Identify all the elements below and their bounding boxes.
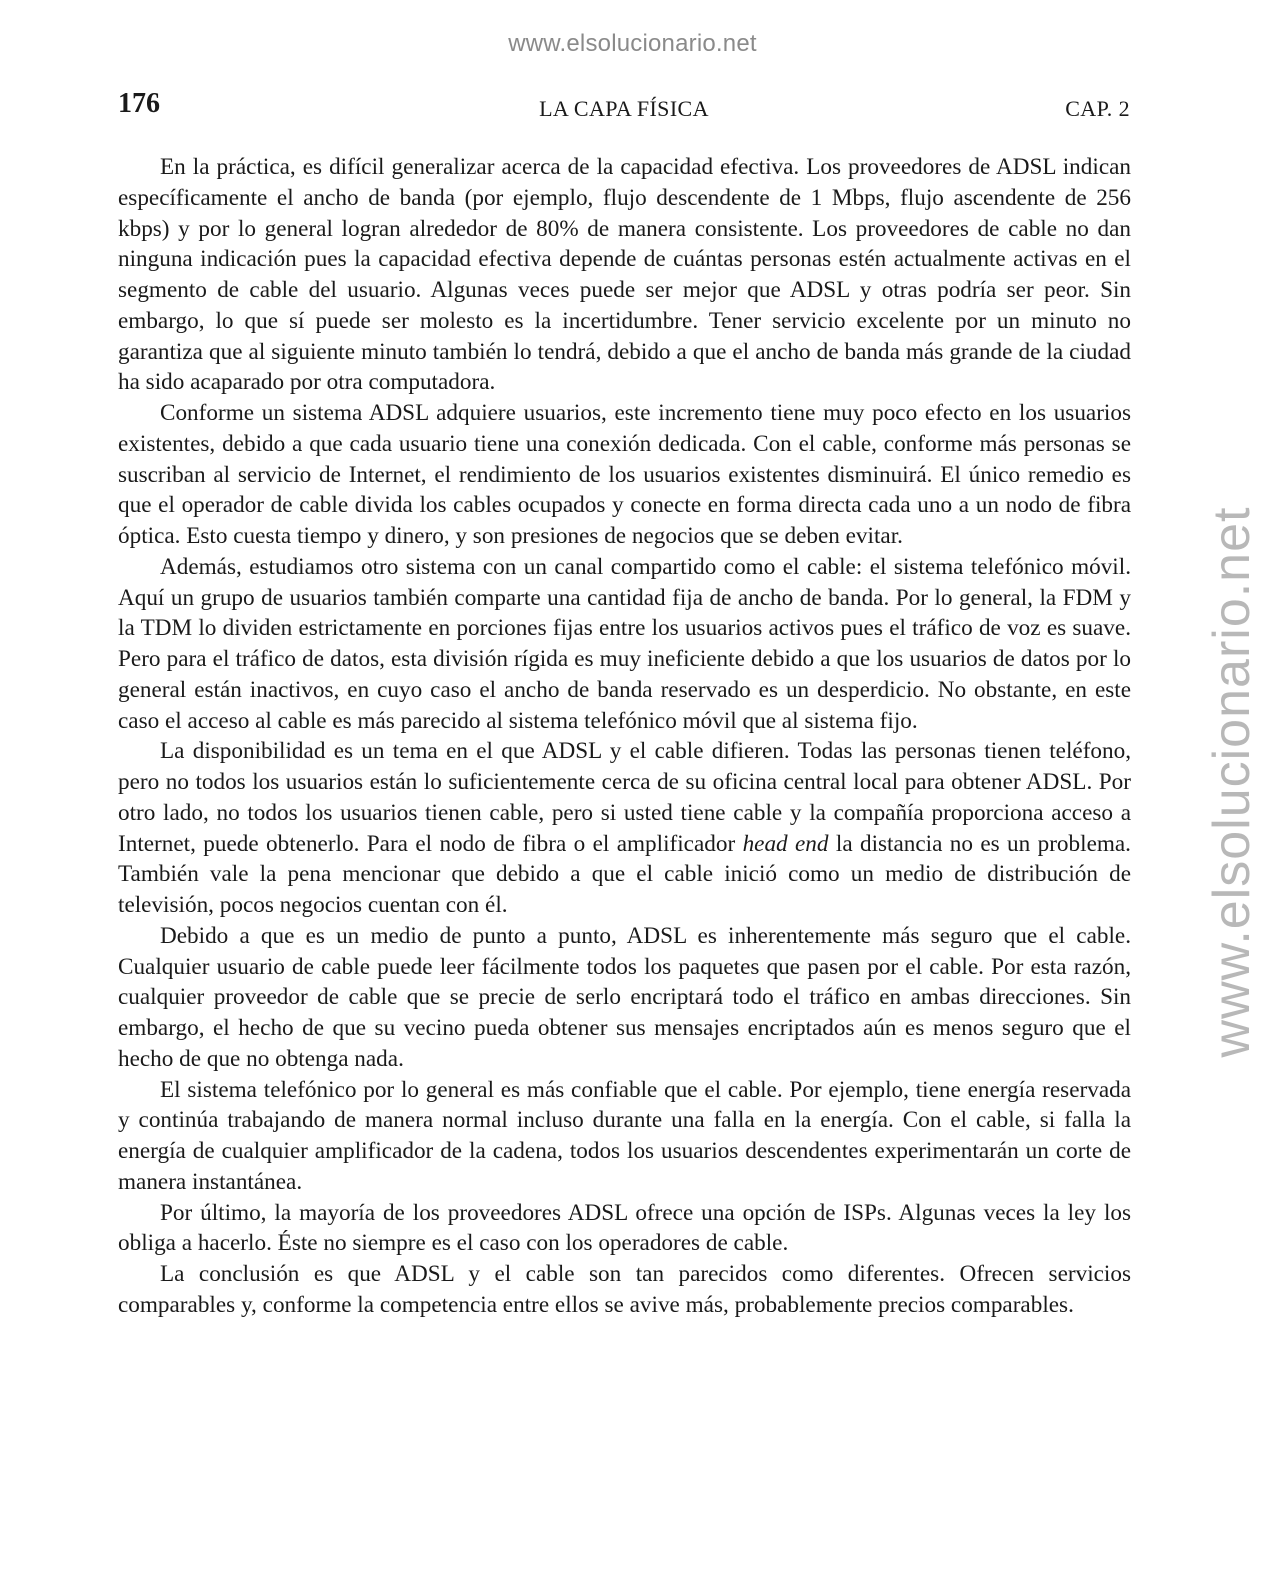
body-text — [118, 152, 1131, 1321]
chapter-number: CAP. 2 — [1065, 96, 1130, 121]
paragraph: Por último, la mayoría de los proveedores ADSL ofrece una opción de ISPs. Algunas veces la ley los obliga a hacerlo. Éste no siempre es el caso con los operadores de cable. — [118, 1199, 1131, 1257]
running-head — [118, 88, 1130, 128]
paragraph: En la práctica, es difícil generalizar acerca de la capacidad efectiva. Los proveedores de ADSL indican específicamente el ancho de banda (por ejemplo, flujo descendente de 1 Mbps, flujo ascendente de 256 kbps) y por lo general logran alrededor de 80% de manera consistente. Los proveedores de cable no dan ninguna indicación pues la capacidad efectiva depende de cuántas personas estén actualmente activas en el segmento de cable del usuario. Algunas veces puede ser mejor que ADSL y otras podría ser peor. Sin embargo, lo que sí puede ser molesto es la incertidumbre. Tener servicio excelente por un minuto no garantiza que al siguiente minuto también lo tendrá, debido a que el ancho de banda más grande de la ciudad ha sido acaparado por otra computadora. — [118, 154, 1131, 396]
paragraph: El sistema telefónico por lo general es más confiable que el cable. Por ejemplo, tiene energía reservada y continúa trabajando de manera normal incluso durante una falla en la energía. Con el cable, si falla la energía de cualquier amplificador de la cadena, todos los usuarios descendentes experimentarán un corte de manera instantánea. — [118, 1076, 1131, 1195]
paragraph-text: la distancia no es un problema. También vale la pena mencionar que debido a que el cable inició como un medio de distribución de televisión, pocos negocios cuentan con él. — [118, 830, 1131, 918]
paragraph: Debido a que es un medio de punto a punto, ADSL es inherentemente más seguro que el cable. Cualquier usuario de cable puede leer fácilmente todos los paquetes que pasen por el cable. Por esta razón, cualquier proveedor de cable que se precie de serlo encriptará todo el tráfico en ambas direcciones. Sin embargo, el hecho de que su vecino pueda obtener sus mensajes encriptados aún es menos seguro que el hecho de que no obtenga nada. — [118, 922, 1131, 1072]
paragraph: La conclusión es que ADSL y el cable son tan parecidos como diferentes. Ofrecen servicios comparables y, conforme la competencia entre ellos se avive más, probablemente precios comparables. — [118, 1261, 1131, 1318]
italic-term: head end — [742, 830, 829, 857]
paragraph — [118, 736, 1131, 921]
watermark-side: www.elsolucionario.net — [1203, 506, 1261, 1058]
watermark-top: www.elsolucionario.net — [508, 30, 757, 57]
paragraph: Además, estudiamos otro sistema con un canal compartido como el cable: el sistema telefónico móvil. Aquí un grupo de usuarios también comparte una cantidad fija de ancho de banda. Por lo general, la FDM y la TDM lo dividen estrictamente en porciones fijas entre los usuarios activos pues el tráfico de voz es suave. Pero para el tráfico de datos, esta división rígida es muy ineficiente debido a que los usuarios de datos por lo general están inactivos, en cuyo caso el ancho de banda reservado es un desperdicio. No obstante, en este caso el acceso al cable es más parecido al sistema telefónico móvil que al sistema fijo. — [118, 553, 1131, 734]
paragraph-text: La disponibilidad es un tema en el que ADSL y el cable difieren. Todas las personas tienen teléfono, pero no todos los usuarios están lo suficientemente cerca de su oficina central local para obtener ADSL. Por otro lado, no todos los usuarios tienen cable, pero si usted tiene cable y la compañía proporciona acceso a Internet, puede obtenerlo. Para el nodo de fibra o el amplificador — [118, 738, 1131, 857]
page-number: 176 — [118, 88, 160, 119]
paragraph: Conforme un sistema ADSL adquiere usuarios, este incremento tiene muy poco efecto en los usuarios existentes, debido a que cada usuario tiene una conexión dedicada. Con el cable, conforme más personas se suscriban al servicio de Internet, el rendimiento de los usuarios existentes disminuirá. El único remedio es que el operador de cable divida los cables ocupados y conecte en forma directa cada uno a un nodo de fibra óptica. Esto cuesta tiempo y dinero, y son presiones de negocios que se deben evitar. — [118, 400, 1131, 549]
chapter-title: LA CAPA FÍSICA — [539, 96, 709, 121]
